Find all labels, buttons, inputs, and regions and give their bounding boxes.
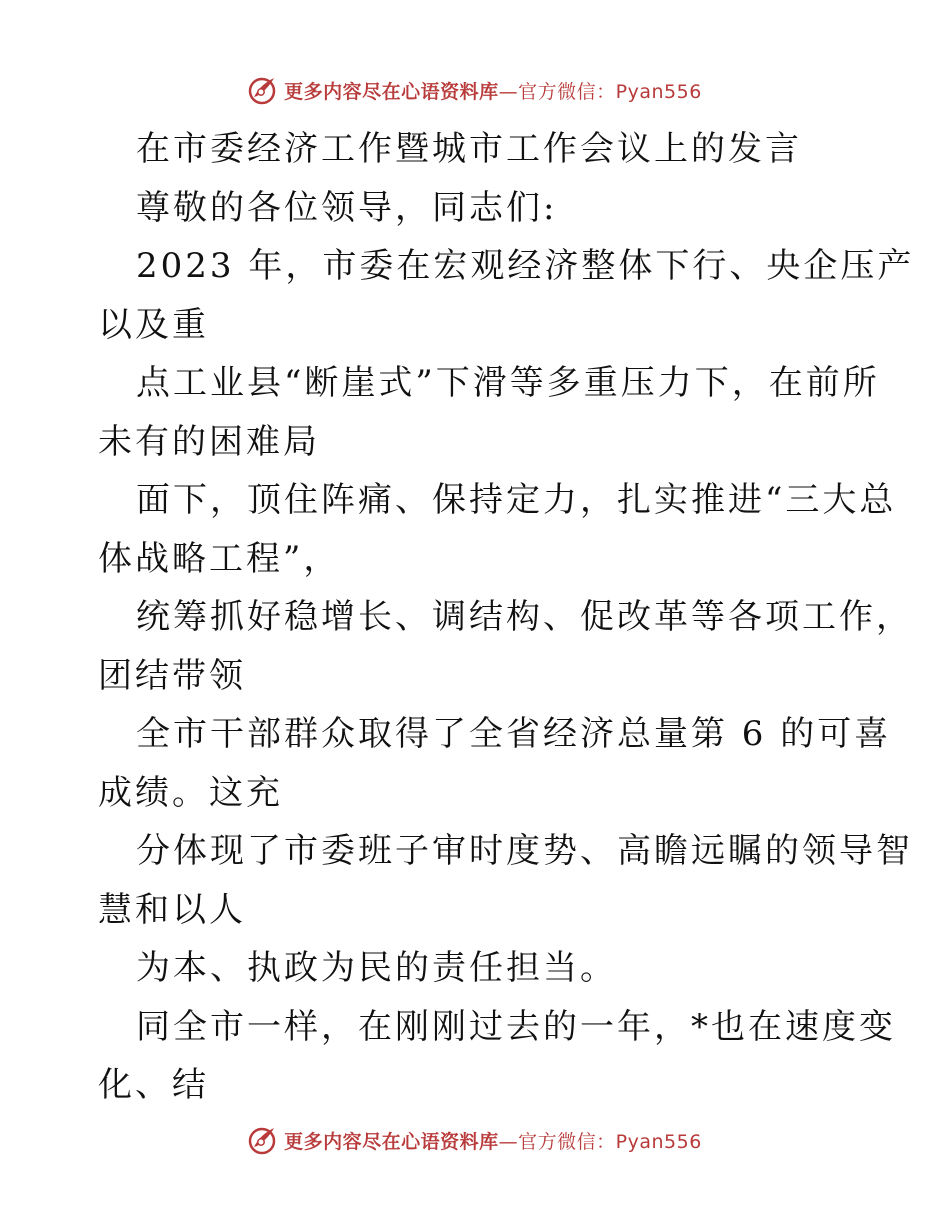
quill-logo-icon	[248, 1125, 278, 1155]
paragraph-line: 2023 年，市委在宏观经济整体下行、央企压产	[136, 246, 915, 286]
paragraph-line: 化、结	[98, 1065, 209, 1105]
watermark-main: 更多内容尽在心语资料库	[284, 1130, 499, 1153]
paragraph-line: 点工业县“断崖式”下滑等多重压力下，在前所	[136, 363, 880, 403]
footer-watermark	[0, 1122, 950, 1158]
paragraph-line: 体战略工程”，	[98, 538, 341, 579]
paragraph-line: 为本、执政为民的责任担当。	[136, 948, 617, 988]
document-body	[98, 120, 915, 1115]
paragraph-line: 成绩。这充	[98, 772, 283, 813]
paragraph-line: 团结带领	[98, 655, 246, 696]
watermark-text	[284, 1127, 702, 1154]
watermark-text	[284, 77, 702, 104]
salutation: 尊敬的各位领导，同志们:	[136, 187, 558, 228]
watermark-separator: —	[498, 80, 519, 103]
paragraph-line: 未有的困难局	[98, 421, 320, 462]
watermark-contact: 官方微信：Pyan556	[518, 1130, 702, 1153]
paragraph-line: 面下，顶住阵痛、保持定力，扎实推进“三大总	[136, 480, 897, 520]
paragraph-line: 分体现了市委班子审时度势、高瞻远瞩的领导智	[136, 831, 913, 871]
watermark-main: 更多内容尽在心语资料库	[284, 80, 499, 103]
paragraph-line: 慧和以人	[98, 889, 246, 930]
paragraph-line: 全市干部群众取得了全省经济总量第 6 的可喜	[136, 714, 892, 754]
paragraph-line: 同全市一样，在刚刚过去的一年，*也在速度变	[136, 1006, 896, 1047]
quill-logo-icon	[248, 75, 278, 105]
watermark-contact: 官方微信：Pyan556	[518, 80, 702, 103]
paragraph-line: 以及重	[98, 304, 209, 345]
header-watermark	[0, 72, 950, 108]
paragraph-line: 统筹抓好稳增长、调结构、促改革等各项工作，	[136, 597, 913, 637]
document-title: 在市委经济工作暨城市工作会议上的发言	[136, 129, 802, 169]
watermark-separator: —	[498, 1130, 519, 1153]
